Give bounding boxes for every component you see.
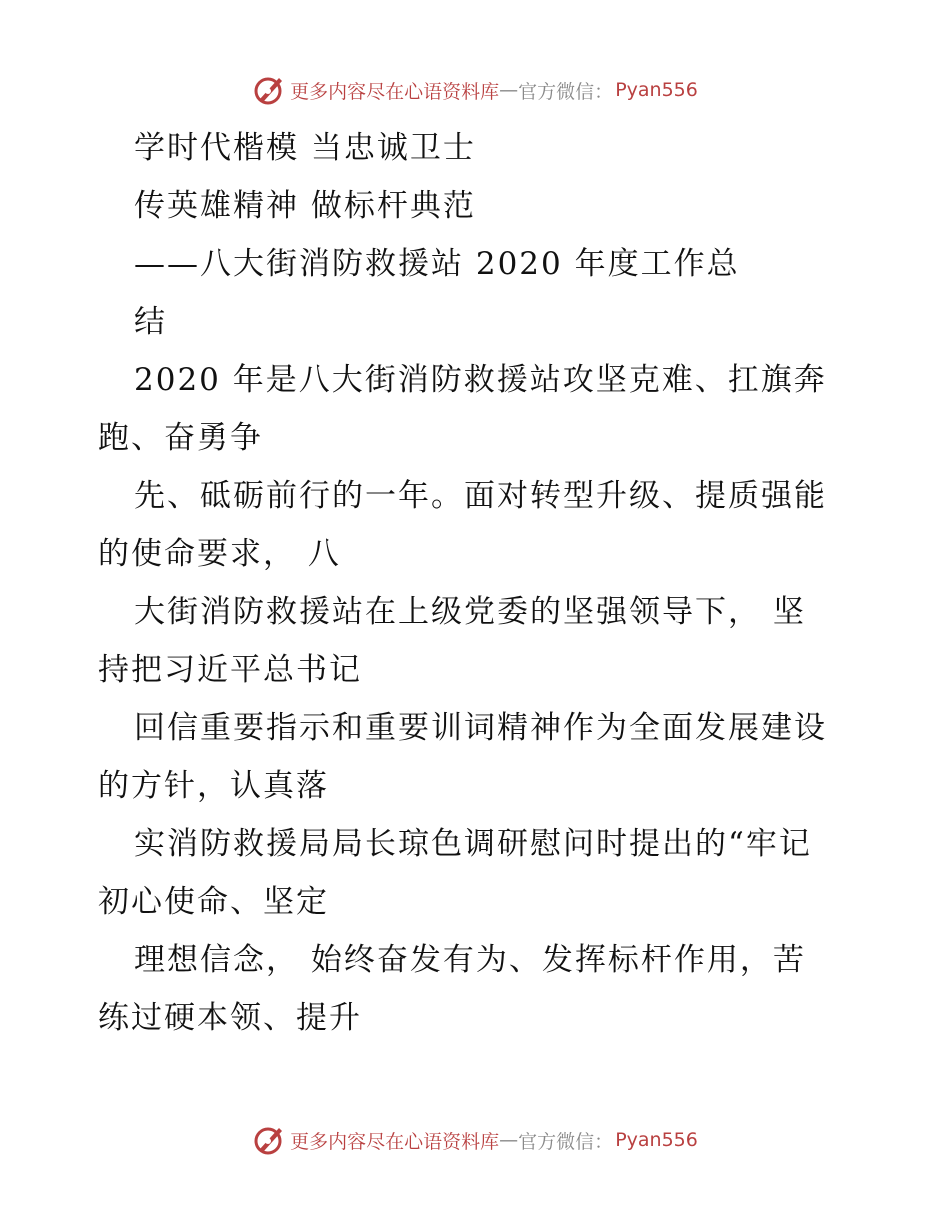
banner-wechat-id: Pyan556 bbox=[615, 79, 698, 101]
header-watermark-banner bbox=[0, 70, 950, 110]
doc-line: 实消防救援局局长琼色调研慰问时提出的“牢记 bbox=[134, 826, 812, 862]
doc-line-subtitle: ——八大街消防救援站 2020 年度工作总 bbox=[134, 246, 740, 282]
footer-watermark-banner bbox=[0, 1120, 950, 1160]
banner-main-text: 更多内容尽在心语资料库 bbox=[290, 80, 500, 103]
banner-official-label: 官方微信： bbox=[518, 1130, 614, 1153]
doc-line: 跑、奋勇争 bbox=[98, 420, 263, 456]
pen-logo-icon bbox=[252, 1123, 286, 1157]
doc-line: 大街消防救援站在上级党委的坚强领导下， 坚 bbox=[134, 594, 806, 630]
doc-line: 理想信念， 始终奋发有为、发挥标杆作用，苦 bbox=[134, 942, 806, 978]
doc-line-subtitle-end: 结 bbox=[134, 304, 167, 340]
doc-line: 的使命要求， 八 bbox=[98, 536, 341, 572]
doc-line-title-1: 学时代楷模 当忠诚卫士 bbox=[134, 130, 476, 166]
doc-line: 的方针，认真落 bbox=[98, 768, 329, 804]
banner-dash: — bbox=[499, 1129, 519, 1151]
doc-line: 持把习近平总书记 bbox=[98, 652, 362, 688]
doc-line: 2020 年是八大街消防救援站攻坚克难、扛旗奔 bbox=[134, 362, 827, 398]
doc-line-title-2: 传英雄精神 做标杆典范 bbox=[134, 188, 476, 224]
doc-line: 初心使命、坚定 bbox=[98, 884, 329, 920]
banner-wechat-id: Pyan556 bbox=[615, 1129, 698, 1151]
doc-line: 回信重要指示和重要训词精神作为全面发展建设 bbox=[134, 710, 827, 746]
banner-official-label: 官方微信： bbox=[518, 80, 614, 103]
banner-dash: — bbox=[499, 79, 519, 101]
doc-line: 先、砥砺前行的一年。面对转型升级、提质强能 bbox=[134, 478, 827, 514]
doc-line: 练过硬本领、提升 bbox=[98, 1000, 362, 1036]
pen-logo-icon bbox=[252, 73, 286, 107]
banner-main-text: 更多内容尽在心语资料库 bbox=[290, 1130, 500, 1153]
